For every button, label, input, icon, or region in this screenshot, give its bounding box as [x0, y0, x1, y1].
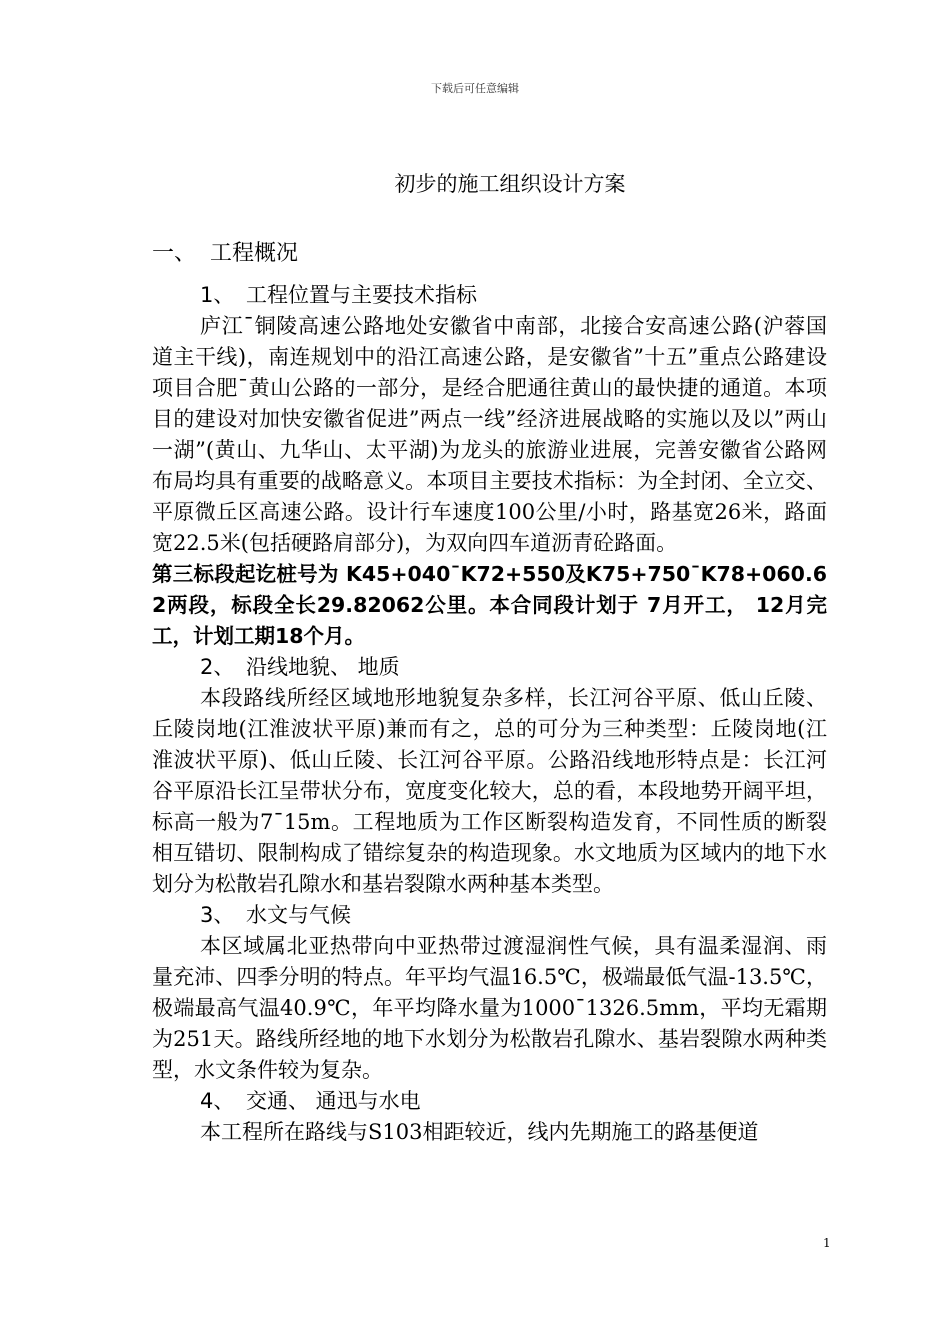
subsection-number: 2、 [200, 655, 235, 679]
document-title: 初步的施工组织设计方案 [394, 172, 626, 196]
section-heading-1 [152, 236, 827, 280]
page-header: 下载后可任意编辑 [431, 82, 519, 95]
subsection-number: 4、 [200, 1089, 235, 1113]
paragraph-traffic: 本工程所在路线与S103相距较近，线内先期施工的路基便道 [200, 1120, 759, 1144]
paragraph-location: 庐江¯铜陵高速公路地处安徽省中南部，北接合安高速公路(沪蓉国道主干线)，南连规划中的沿江高速公路，是安徽省”十五”重点公路建设项目合肥¯黄山公路的一部分，是经合肥通往黄山的最快捷的通道。本项目的建设对加快安徽省促进”两点一线”经济进展战略的实施以及以”两山一湖”(黄山、九华山、太平湖)为龙头的旅游业进展，完善安徽省公路网布局均具有重要的战略意义。本项目主要技术指标：为全封闭、全立交、平原微丘区高速公路。设计行车速度100公里/小时，路基宽26米，路面宽22.5米(包括硬路肩部分)，为双向四车道沥青砼路面。 [152, 314, 827, 555]
subsection-heading-2 [152, 652, 827, 683]
subsection-number: 3、 [200, 903, 235, 927]
subsection-title: 水文与气候 [246, 903, 351, 927]
subsection-number: 1、 [200, 283, 235, 307]
subsection-title: 交通、 通迅与水电 [246, 1089, 421, 1113]
subsection-title: 工程位置与主要技术指标 [246, 283, 477, 307]
section-number: 一、 [152, 241, 197, 266]
subsection-heading-1 [152, 280, 827, 311]
subsection-title: 沿线地貌、 地质 [246, 655, 400, 679]
paragraph-terrain: 本段路线所经区域地形地貌复杂多样，长江河谷平原、低山丘陵、丘陵岗地(江淮波状平原)兼而有之，总的可分为三种类型：丘陵岗地(江淮波状平原)、低山丘陵、长江河谷平原。公路沿线地形特点是：长江河谷平原沿长江呈带状分布，宽度变化较大，总的看，本段地势开阔平坦，标高一般为7¯15m。工程地质为工作区断裂构造发育，不同性质的断裂相互错切、限制构成了错综复杂的构造现象。水文地质为区域内的地下水划分为松散岩孔隙水和基岩裂隙水两种基本类型。 [152, 686, 827, 896]
paragraph-section-info: 第三标段起讫桩号为 K45+040¯K72+550及K75+750¯K78+060.62两段，标段全长29.82062公里。本合同段计划于 7月开工， 12月完工，计划工期18个月。 [152, 562, 827, 648]
paragraph-climate: 本区域属北亚热带向中亚热带过渡湿润性气候，具有温柔湿润、雨量充沛、四季分明的特点。年平均气温16.5℃，极端最低气温-13.5℃，极端最高气温40.9℃，年平均降水量为1000¯1326.5mm，平均无霜期为251天。路线所经地的地下水划分为松散岩孔隙水、基岩裂隙水两种类型，水文条件较为复杂。 [152, 934, 827, 1082]
section-title: 工程概况 [210, 241, 299, 266]
subsection-heading-3 [152, 900, 827, 931]
page-number: 1 [823, 1236, 831, 1250]
document-body [152, 236, 827, 1148]
subsection-heading-4 [152, 1086, 827, 1117]
